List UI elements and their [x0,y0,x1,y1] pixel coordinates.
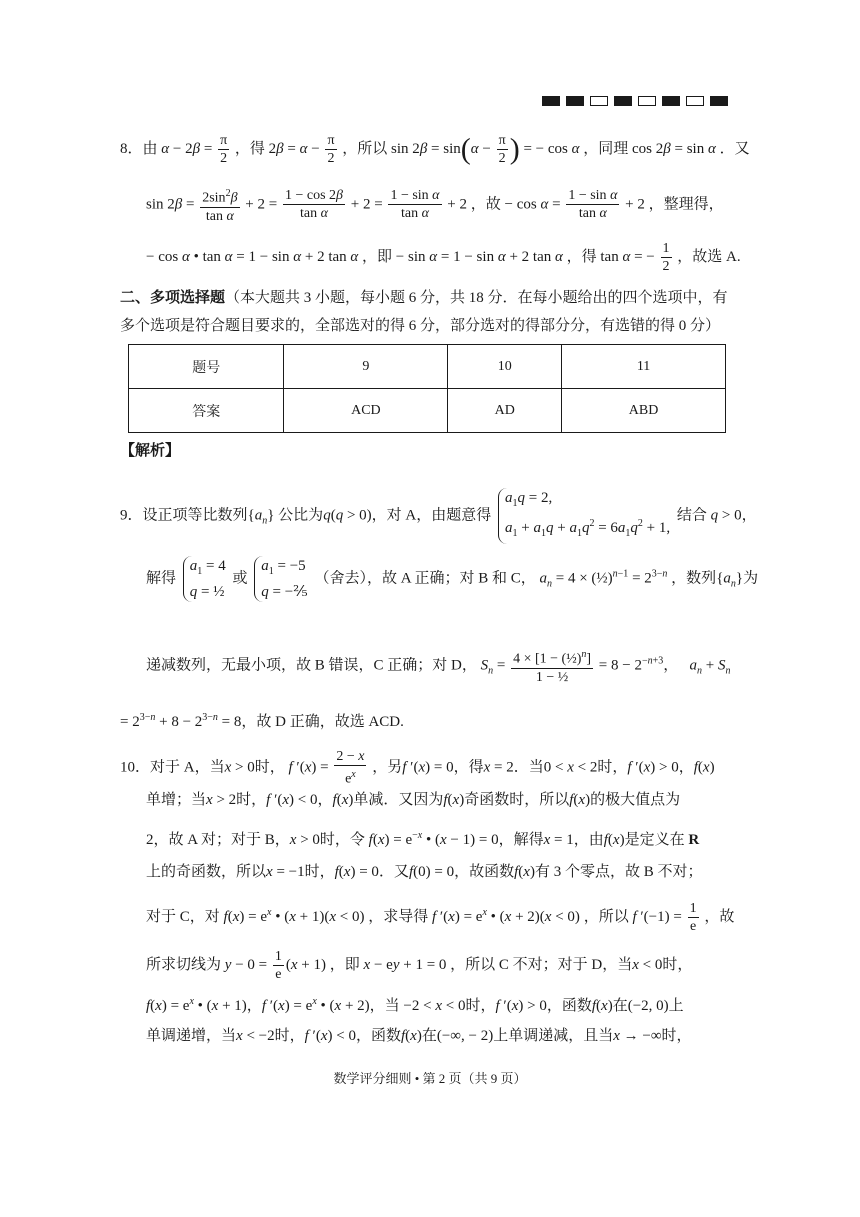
header-mark-4 [614,96,632,106]
q10-line-1: 10．对于 A，当x > 0时， f ′(x) = $\frac{2 - x}{e^x}$ ，另f ′(x) = 0，得x = 2．当0 < x < 2时，f ′(x) > 0，f(x) [120,749,715,787]
header-mark-6 [662,96,680,106]
header-mark-2 [566,96,584,106]
analysis-label: 【解析】 [120,443,181,459]
header-mark-3 [590,96,608,106]
table-answer-label: 答案 [129,389,284,433]
table-header-label: 题号 [129,345,284,389]
table-row [129,389,726,433]
table-cell: 11 [562,345,726,389]
q9-line-1: 9．设正项等比数列$\{a_n\}$ 公比为q(q > 0)，对 A，由题意得 $a_1q = 2$, $a_1 + a_1q + a_1q^2 = 6a_1q^2 + 1$, 结合 q > 0， [120,488,757,544]
header-mark-7 [686,96,704,106]
q9-line-3: 递减数列，无最小项，故 B 错误，C 正确；对 D， $S_n$ = $\frac{4 \times [1 - (\frac{1}{2})^n]}{\text{1 − ½}}$ = $8 - 2^{-n+3}$， $a_n + S_n$ [146,646,730,686]
q9-line-4: = $2^{3-n} + 8 - 2^{3-n} = 8$，故 D 正确，故选 ACD. [120,712,404,730]
header-mark-8 [710,96,728,106]
section2-line-2: 多个选项是符合题目要求的，全部选对的得 6 分，部分选对的得部分分，有选错的得 0 分） [120,318,721,334]
section2-title: 二、多项选择题 [120,290,226,306]
q9-line-2: 解得 $a_1 = 4$ q = ½ 或 $a_1 = -5$ q = −⅖ （舍去），故 A 正确；对 B 和 C， $a_n = 4$ × (½)$^{n-1}$ = $2^{3-n}$ ，数列$\{a_n\}$为 [146,558,759,600]
header-mark-5 [638,96,656,106]
table-cell: AD [448,389,562,433]
q10-line-8: 单调递增，当x < −2时，f ′(x) < 0，函数f(x)在(−∞, − 2)上单调递减，且当x → −∞时， [146,1028,692,1044]
section2-line-1: 二、多项选择题（本大题共 3 小题，每小题 6 分，共 18 分．在每小题给出的四个选项中，有 [120,290,728,306]
table-cell: ACD [284,389,448,433]
header-marks [542,96,728,106]
q10-line-3: 2，故 A 对；对于 B，x > 0时，令 $f(x) = e^{-x}$ • (x − 1) = 0，解得x = 1，由f(x)是定义在 R [146,830,700,848]
table-row [129,345,726,389]
q10-line-4: 上的奇函数，所以x = −1时，f(x) = 0．又f(0) = 0，故函数f(x)有 3 个零点，故 B 不对； [146,864,703,880]
q10-line-5: 对于 C，对 $f(x) = e^x$ • (x + 1)(x < 0) ，求导得 f $'(x) = e^x$ • (x + 2)(x < 0) ，所以 f ′(−1) = $\frac{1}{e}$ ，故 [146,901,735,934]
page-footer: 数学评分细则 • 第 2 页（共 9 页） [333,1071,527,1086]
q10-line-2: 单增；当x > 2时，f ′(x) < 0，f(x)单减．又因为f(x)奇函数时，所以f(x)的极大值点为 [146,792,681,808]
q8-line-2: sin 2β = $\frac{2\sin^2\beta}{\text{tan α}}$ + 2 = $\frac{1 - \cos 2\beta}{\text{tan α}}$ + 2 = $\frac{\text{1 − sin α}}{\text{tan α}}$ + 2 ，故 − cos α = $\frac{\text{1 − sin α}}{\text{tan α}}$ + 2 ，整理得， [146,185,724,225]
q8-line-3: − cos α • tan α = 1 − sin α + 2 tan α ，即 − sin α = 1 − sin α + 2 tan α ，得 tan α = − $\frac{1}{2}$ ，故选 A. [146,241,741,274]
q10-line-6: 所求切线为 y − 0 = $\frac{1}{e}$ (x + 1) ，即 x − ey + 1 = 0 ，所以 C 不对；对于 D，当x < 0时， [146,949,693,982]
table-cell: ABD [562,389,726,433]
header-mark-1 [542,96,560,106]
table-cell: 10 [448,345,562,389]
q8-line-1: 8．由 α − 2β = $\frac{\pi}{2}$ ，得 2β = α − $\frac{\pi}{2}$ ，所以 sin 2β = sin(α − $\frac{\pi}{2}$ ) = − cos α ，同理 cos 2β = sin α ．又 [120,132,750,166]
q10-line-7: $f(x) = e^x$ • (x + 1)，f $'(x) = e^x$ • (x + 2)，当 −2 < x < 0时，f ′(x) > 0，函数f(x)在(−2, 0)上 [146,996,684,1014]
table-cell: 9 [284,345,448,389]
answer-table [128,344,726,433]
